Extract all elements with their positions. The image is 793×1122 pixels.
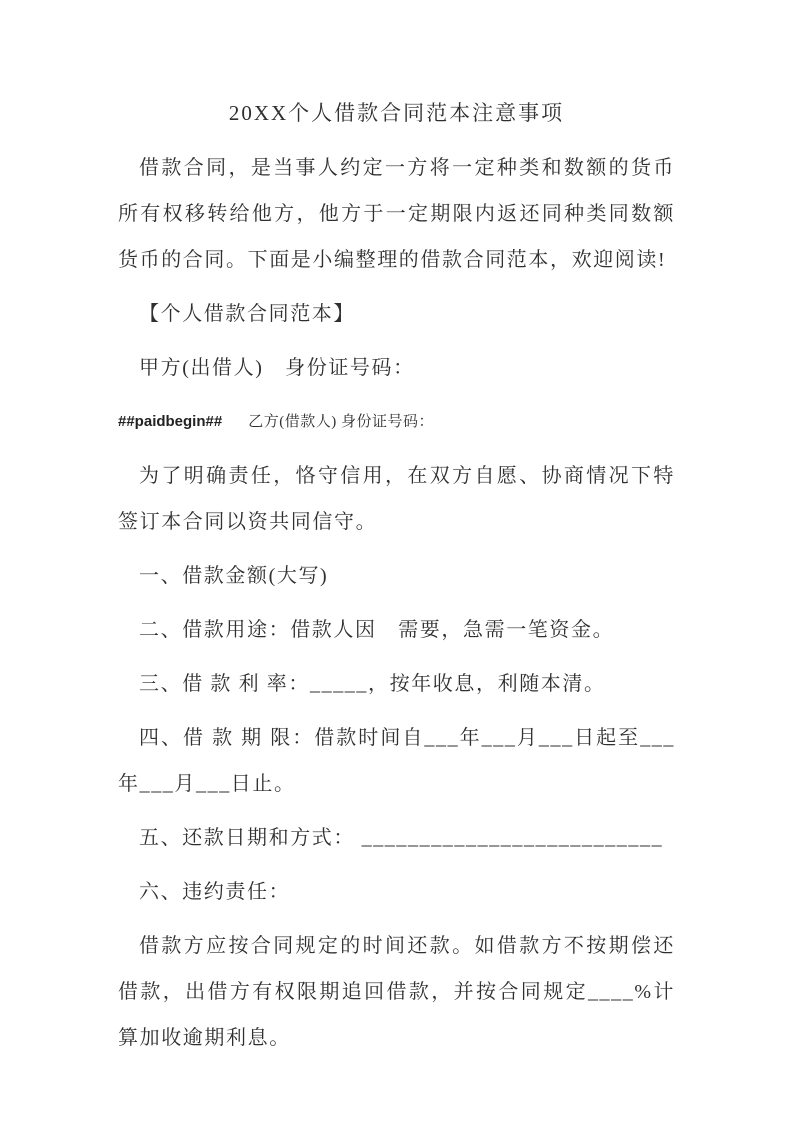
clause-2-loan-purpose: 二、借款用途：借款人因 需要，急需一笔资金。 [139, 619, 615, 641]
party-a-line: 甲方(出借人) 身份证号码： [139, 357, 415, 379]
clause-5-repayment: 五、还款日期和方式： __________________________ [139, 827, 664, 849]
party-b-line: 乙方(借款人) 身份证号码： [248, 414, 434, 430]
clause-6-breach-body: 借款方应按合同规定的时间还款。如借款方不按期偿还借款，出借方有权限期追回借款，并按合同规定____%计算加收逾期利息。 [118, 935, 675, 1049]
clause-3-interest-rate: 三、借 款 利 率：_____，按年收息，利随本清。 [139, 673, 606, 695]
document-title: 20XX个人借款合同范本注意事项 [228, 101, 565, 125]
paid-begin-marker: ##paidbegin## [118, 413, 223, 430]
section-header-contract-template: 【个人借款合同范本】 [139, 303, 355, 325]
paid-begin-line [118, 399, 675, 445]
preamble-paragraph: 为了明确责任，恪守信用，在双方自愿、协商情况下特签订本合同以资共同信守。 [118, 465, 675, 533]
clause-6-breach-heading: 六、违约责任： [139, 881, 291, 903]
intro-paragraph: 借款合同，是当事人约定一方将一定种类和数额的货币所有权移转给他方，他方于一定期限内返还同种类同数额货币的合同。下面是小编整理的借款合同范本，欢迎阅读! [118, 157, 675, 271]
clause-1-loan-amount: 一、借款金额(大写) [139, 565, 329, 587]
clause-4-loan-term: 四、借 款 期 限：借款时间自___年___月___日起至___年___月___日止。 [118, 727, 675, 795]
